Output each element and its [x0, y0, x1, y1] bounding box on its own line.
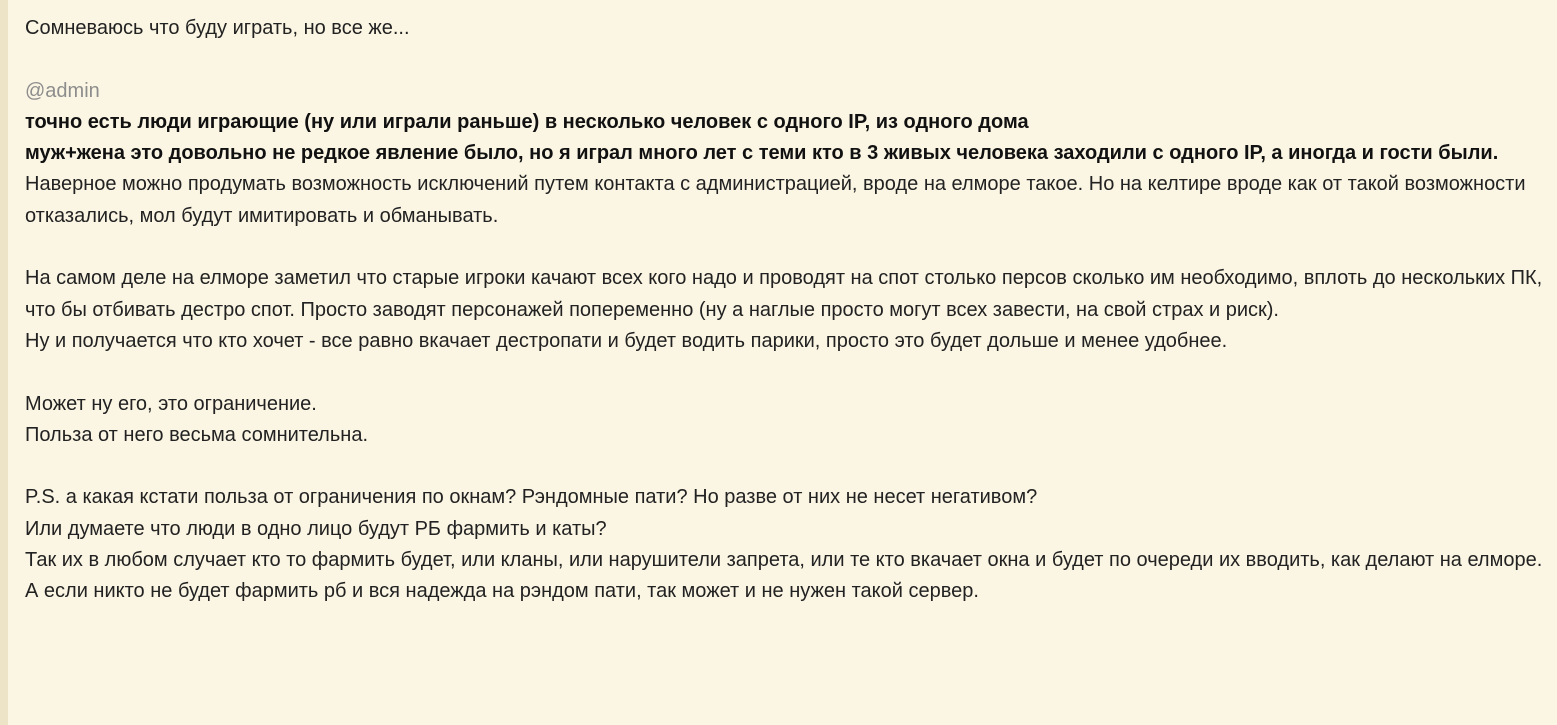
spacer — [25, 44, 1557, 75]
quote-line: точно есть люди играющие (ну или играли раньше) в несколько человек с одного IP, из одного дома — [25, 110, 1029, 133]
ps-text: Или думаете что люди в одно лицо будут РБ фармить и каты? — [25, 517, 607, 540]
paragraph-text: Ну и получается что кто хочет - все равно вкачает дестропати и будет водить парики, просто это будет дольше и менее удобнее. — [25, 329, 1228, 352]
ps-text: P.S. а какая кстати польза от ограничения по окнам? Рэндомные пати? Но разве от них не несет негативом? — [25, 486, 1038, 509]
ps-text: А если никто не будет фармить рб и вся надежда на рэндом пати, так может и не нужен такой сервер. — [25, 580, 979, 603]
ps-text: Так их в любом случает кто то фармить будет, или кланы, или нарушители запрета, или те кто вкачает окна и будет по очереди их вводить, как делают на елморе. — [25, 549, 1543, 572]
spacer — [25, 232, 1557, 263]
spacer — [25, 357, 1557, 388]
post-body — [25, 13, 1557, 608]
spacer — [25, 451, 1557, 482]
paragraph-text: На самом деле на елморе заметил что старые игроки качают всех кого надо и проводят на спот столько персов сколько им необходимо, вплоть до нескольких ПК, что бы отбивать дестро спот. Просто заводят персонажей попеременно (ну а наглые просто могут всех завести, на свой страх и риск). — [25, 267, 1543, 321]
post-left-border — [0, 0, 8, 725]
post-intro: Сомневаюсь что буду играть, но все же... — [25, 17, 410, 39]
paragraph-text: Польза от него весьма сомнительна. — [25, 423, 368, 446]
paragraph-text: Наверное можно продумать возможность исключений путем контакта с администрацией, вроде на елморе такое. Но на келтире вроде как от такой возможности отказались, мол будут имитировать и обманывать. — [25, 173, 1526, 227]
paragraph-text: Может ну его, это ограничение. — [25, 392, 317, 415]
quote-author-mention[interactable]: @admin — [25, 79, 100, 102]
quote-line: муж+жена это довольно не редкое явление было, но я играл много лет с теми кто в 3 живых человека заходили с одного IP, а иногда и гости были. — [25, 142, 1499, 165]
